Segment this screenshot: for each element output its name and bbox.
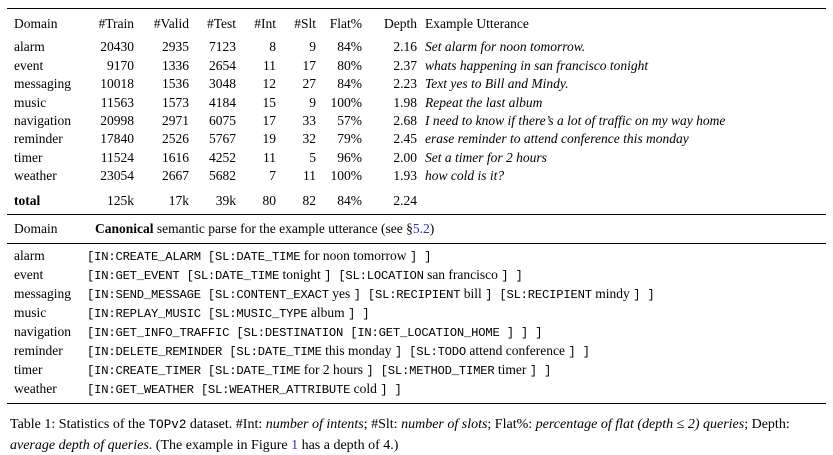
stats-cell-int: 19 <box>262 131 276 147</box>
parse-cell-parse <box>87 323 826 342</box>
parse-cell-parse <box>87 244 826 266</box>
stats-cell-utterance: erase reminder to attend conference this monday <box>425 131 689 147</box>
table-caption <box>10 415 823 455</box>
caption-text: has a depth of 4.) <box>298 437 399 453</box>
stats-cell-flat: 96% <box>337 149 362 165</box>
stats-cell-domain: total <box>14 192 41 208</box>
stats-row-event <box>7 57 826 75</box>
parse-code-segment: ] ] <box>348 307 370 322</box>
stats-cell-test: 4184 <box>209 94 236 110</box>
stats-cell-depth: 2.37 <box>393 57 417 73</box>
stats-row-alarm <box>7 38 826 56</box>
parse-value-segment: san francisco <box>427 267 498 283</box>
parse-code-segment: ] ] <box>633 288 655 303</box>
stats-cell-depth: 1.98 <box>393 94 417 110</box>
stats-cell-int: 8 <box>269 39 276 55</box>
caption-text: . (The example in Figure <box>148 437 292 453</box>
parse-code-segment: ] ] <box>501 269 523 284</box>
parse-code-segment: [IN:SEND_MESSAGE [SL:CONTENT_EXACT <box>87 288 329 303</box>
stats-cell-depth: 2.16 <box>393 39 417 55</box>
stats-cell-flat: 79% <box>337 131 362 147</box>
parse-value-segment: tonight <box>282 267 321 283</box>
stats-cell-int: 7 <box>269 168 276 184</box>
stats-cell-depth: 2.24 <box>393 192 417 208</box>
parse-cell-parse <box>87 380 826 403</box>
parse-code-segment: ] [SL:RECIPIENT <box>353 288 461 303</box>
stats-cell-domain: alarm <box>14 39 45 55</box>
parse-code-segment: [IN:CREATE_TIMER [SL:DATE_TIME <box>87 364 301 379</box>
stats-cell-slt: 5 <box>309 149 316 165</box>
dataset-name: TOPv2 <box>148 418 187 433</box>
stats-cell-utterance: Text yes to Bill and Mindy. <box>425 76 569 92</box>
parse-header-domain: Domain <box>14 221 58 237</box>
stats-cell-valid: 1336 <box>162 57 189 73</box>
parse-value-segment: yes <box>332 286 351 302</box>
stats-cell-flat: 80% <box>337 57 362 73</box>
stats-cell-valid: 2526 <box>162 131 189 147</box>
stats-header-row <box>7 9 826 38</box>
stats-row-reminder <box>7 130 826 148</box>
parse-row-timer <box>7 361 826 380</box>
stats-cell-slt: 82 <box>302 192 316 208</box>
parse-cell-domain: reminder <box>14 343 63 359</box>
stats-cell-slt: 9 <box>309 39 316 55</box>
col-header-int: #Int <box>254 16 276 31</box>
parse-value-segment: bill <box>463 286 482 302</box>
parse-cell-domain: event <box>14 267 44 283</box>
stats-cell-int: 11 <box>263 149 276 165</box>
stats-cell-int: 80 <box>262 192 276 208</box>
col-header-flat: Flat% <box>329 16 362 31</box>
stats-cell-utterance: how cold is it? <box>425 168 505 184</box>
stats-cell-test: 5767 <box>209 131 236 147</box>
stats-cell-slt: 17 <box>302 57 316 73</box>
parse-value-segment: cold <box>353 381 377 397</box>
col-header-test: #Test <box>206 16 236 31</box>
col-header-depth: Depth <box>384 16 417 31</box>
col-header-train: #Train <box>98 16 134 31</box>
parse-row-reminder <box>7 342 826 361</box>
stats-cell-flat: 84% <box>337 76 362 92</box>
parse-code-segment: [IN:REPLAY_MUSIC [SL:MUSIC_TYPE <box>87 307 308 322</box>
parse-code-segment: [IN:GET_EVENT [SL:DATE_TIME <box>87 269 280 284</box>
stats-cell-test: 6075 <box>209 113 236 129</box>
stats-cell-int: 17 <box>262 113 276 129</box>
stats-cell-depth: 2.68 <box>393 113 417 129</box>
stats-row-music <box>7 94 826 112</box>
stats-row-timer <box>7 149 826 167</box>
parse-row-event <box>7 266 826 285</box>
stats-cell-train: 17840 <box>100 131 134 147</box>
stats-cell-slt: 9 <box>309 94 316 110</box>
parse-value-segment: for 2 hours <box>303 362 364 378</box>
stats-cell-train: 9170 <box>107 57 134 73</box>
stats-cell-utterance: Set alarm for noon tomorrow. <box>425 39 586 55</box>
stats-cell-valid: 17k <box>168 192 189 208</box>
figure-1-link[interactable]: 1 <box>291 437 299 453</box>
stats-row-navigation <box>7 112 826 130</box>
parse-header-title <box>87 215 826 243</box>
stats-cell-utterance: Repeat the last album <box>425 94 543 110</box>
parse-value-segment: for noon tomorrow <box>303 248 407 264</box>
parse-cell-parse <box>87 304 826 323</box>
stats-cell-train: 20430 <box>100 39 134 55</box>
stats-cell-test: 5682 <box>209 168 236 184</box>
stats-table <box>7 9 826 214</box>
stats-cell-valid: 1536 <box>162 76 189 92</box>
parse-code-segment: ] [SL:RECIPIENT <box>485 288 592 303</box>
parse-tbody <box>7 244 826 403</box>
parse-value-segment: timer <box>497 362 527 378</box>
stats-cell-valid: 1573 <box>162 94 189 110</box>
stats-cell-train: 11563 <box>100 94 134 110</box>
stats-cell-valid: 1616 <box>162 149 189 165</box>
stats-tbody <box>7 38 826 214</box>
stats-cell-slt: 33 <box>302 113 316 129</box>
stats-cell-test: 4252 <box>209 149 236 165</box>
parse-code-segment: ] [SL:LOCATION <box>324 269 424 284</box>
parse-cell-domain: messaging <box>14 286 71 302</box>
stats-cell-flat: 100% <box>330 94 362 110</box>
parse-code-segment: ] ] <box>409 250 432 265</box>
stats-cell-utterance: Set a timer for 2 hours <box>425 149 547 165</box>
parse-cell-parse <box>87 285 826 304</box>
parse-value-segment: album <box>310 305 345 321</box>
parse-row-music <box>7 304 826 323</box>
stats-cell-train: 23054 <box>100 168 134 184</box>
caption-text: number of intents <box>265 417 364 433</box>
stats-cell-test: 2654 <box>209 57 236 73</box>
stats-cell-depth: 2.23 <box>393 76 417 92</box>
stats-cell-domain: reminder <box>14 131 63 147</box>
col-header-valid: #Valid <box>153 16 189 31</box>
section-5-2-link[interactable]: 5.2 <box>412 221 430 237</box>
stats-cell-utterance: whats happening in san francisco tonight <box>425 57 649 73</box>
stats-cell-valid: 2971 <box>162 113 189 129</box>
parse-cell-domain: alarm <box>14 248 45 264</box>
parse-value-segment: this monday <box>325 343 392 359</box>
stats-cell-int: 11 <box>263 57 276 73</box>
stats-row-messaging <box>7 75 826 93</box>
parse-cell-domain: weather <box>14 381 57 397</box>
parse-code-segment: ] ] <box>529 364 552 379</box>
parse-code-segment: ] ] <box>568 345 590 360</box>
parse-header-row <box>7 215 826 243</box>
caption-text: ; Flat%: <box>487 417 536 433</box>
caption-text: ; #Slt: <box>363 417 402 433</box>
stats-cell-slt: 27 <box>302 76 316 92</box>
stats-cell-depth: 1.93 <box>393 168 417 184</box>
stats-cell-test: 3048 <box>209 76 236 92</box>
stats-cell-utterance: I need to know if there’s a lot of traffic on my way home <box>425 113 726 129</box>
col-header-domain: Domain <box>14 16 58 31</box>
caption-text: average depth of queries <box>10 437 149 453</box>
col-header-slt: #Slt <box>294 16 316 31</box>
stats-cell-int: 15 <box>262 94 276 110</box>
stats-cell-domain: navigation <box>14 113 71 129</box>
parse-code-segment: [IN:GET_WEATHER [SL:WEATHER_ATTRIBUTE <box>87 383 351 398</box>
stats-cell-flat: 100% <box>330 168 362 184</box>
stats-cell-flat: 84% <box>337 39 362 55</box>
parse-code-segment: [IN:DELETE_REMINDER [SL:DATE_TIME <box>87 345 322 360</box>
stats-cell-train: 10018 <box>100 76 134 92</box>
parse-cell-parse <box>87 361 826 380</box>
parse-code-segment: [IN:GET_INFO_TRAFFIC [SL:DESTINATION [IN:GET_LOCATION_HOME ] ] ] <box>87 326 543 341</box>
top-margin <box>0 0 833 8</box>
stats-cell-train: 11524 <box>100 149 134 165</box>
parse-value-segment: mindy <box>595 286 630 302</box>
stats-cell-depth: 2.00 <box>393 149 417 165</box>
caption-text: ; Depth: <box>744 417 790 433</box>
parse-row-alarm <box>7 244 826 266</box>
caption-text: Table 1: Statistics of the <box>10 417 149 433</box>
caption-text: dataset. #Int: <box>186 417 266 433</box>
parse-row-weather <box>7 380 826 403</box>
parse-row-navigation <box>7 323 826 342</box>
stats-total-row <box>7 186 826 214</box>
parse-cell-parse <box>87 266 826 285</box>
parse-header-end: ) <box>429 221 435 237</box>
caption-text: percentage of flat (depth ≤ 2) queries <box>535 417 745 433</box>
parse-cell-domain: navigation <box>14 324 71 340</box>
stats-cell-valid: 2667 <box>162 168 189 184</box>
stats-cell-domain: weather <box>14 168 57 184</box>
stats-cell-depth: 2.45 <box>393 131 417 147</box>
stats-cell-slt: 32 <box>302 131 316 147</box>
stats-cell-test: 7123 <box>209 39 236 55</box>
parse-code-segment: ] [SL:METHOD_TIMER <box>366 364 495 379</box>
stats-cell-domain: event <box>14 57 44 73</box>
parse-row-messaging <box>7 285 826 304</box>
stats-cell-slt: 11 <box>303 168 316 184</box>
stats-cell-train: 20998 <box>100 113 134 129</box>
parse-code-segment: ] [SL:TODO <box>394 345 467 360</box>
stats-cell-domain: messaging <box>14 76 71 92</box>
parse-table <box>7 244 826 403</box>
stats-cell-flat: 57% <box>337 113 362 129</box>
parse-code-segment: ] ] <box>380 383 402 398</box>
stats-cell-domain: timer <box>14 149 43 165</box>
canonical-label: Canonical <box>95 221 154 237</box>
parse-header-rest: semantic parse for the example utterance (see § <box>153 221 413 237</box>
parse-header-table <box>7 215 826 243</box>
stats-cell-int: 12 <box>262 76 276 92</box>
col-header-utterance: Example Utterance <box>425 16 529 31</box>
stats-cell-utterance <box>417 186 826 214</box>
stats-cell-flat: 84% <box>337 192 362 208</box>
stats-cell-test: 39k <box>215 192 236 208</box>
stats-cell-train: 125k <box>107 192 134 208</box>
stats-row-weather <box>7 167 826 185</box>
parse-cell-parse <box>87 342 826 361</box>
parse-code-segment: [IN:CREATE_ALARM [SL:DATE_TIME <box>87 250 301 265</box>
caption-text: number of slots <box>401 417 488 433</box>
stats-cell-valid: 2935 <box>162 39 189 55</box>
parse-cell-domain: timer <box>14 362 43 378</box>
parse-cell-domain: music <box>14 305 47 321</box>
table-bottom-rule <box>7 403 826 404</box>
parse-value-segment: attend conference <box>469 343 565 359</box>
stats-cell-domain: music <box>14 94 47 110</box>
